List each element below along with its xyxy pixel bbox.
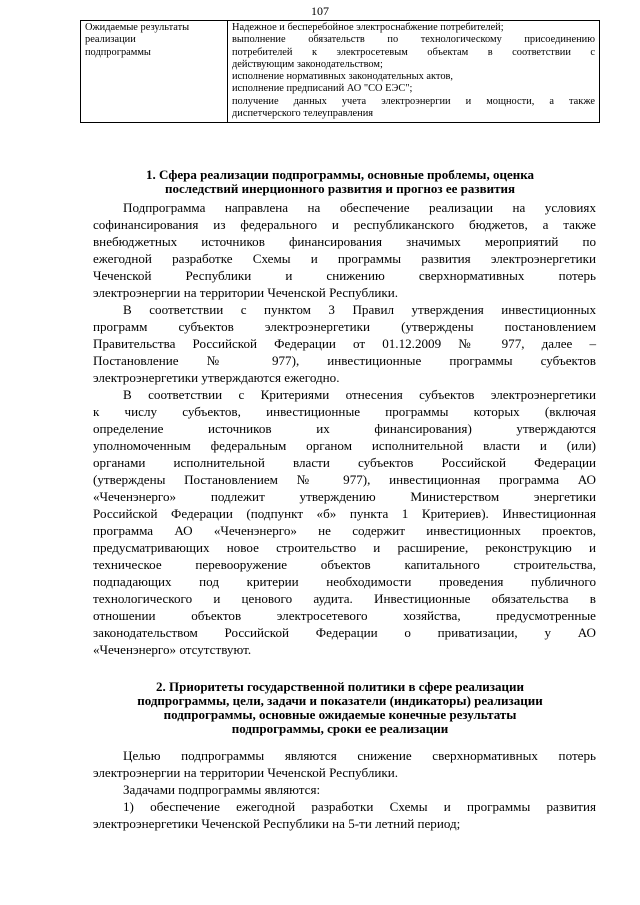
text-line: В соответствии с пунктом 3 Правил утверждения инвестиционных xyxy=(123,302,596,317)
text-line: ежегодной разработке Схемы и программы развития электроэнергетики xyxy=(93,251,596,266)
text-line: Правительства Российской Федерации от 01.12.2009 № 977, далее – xyxy=(93,336,596,351)
text-line: «Чеченэнерго» отсутствуют. xyxy=(93,642,252,657)
value-line: Надежное и бесперебойное электроснабжение потребителей; xyxy=(232,22,504,33)
text-line: электроэнергетики утверждаются ежегодно. xyxy=(93,370,340,385)
text-line: органами исполнительной власти субъектов Российской Федерации xyxy=(93,455,596,470)
text-line: уполномоченным федеральным органом исполнительной власти и (или) xyxy=(93,438,596,453)
value-line: получение данных учета электроэнергии и мощности, а также xyxy=(232,95,595,107)
heading-line: 2. Приоритеты государственной политики в сфере реализации xyxy=(155,679,524,694)
text-line: Постановление № 977), инвестиционные программы субъектов xyxy=(93,353,596,368)
label-line: Ожидаемые результаты xyxy=(85,22,190,33)
text-line: Российской Федерации (подпункт «б» пункта 1 Критериев). Инвестиционная xyxy=(93,506,596,521)
text-line: отношении объектов электросетевого хозяйства, предусмотренные xyxy=(93,608,596,623)
heading-line: 1. Сфера реализации подпрограммы, основные проблемы, оценка xyxy=(145,167,534,182)
heading-line: подпрограммы, основные ожидаемые конечные результаты xyxy=(163,707,517,722)
value-line: исполнение предписаний АО "СО ЕЭС"; xyxy=(232,83,413,95)
text-line: к числу субъектов, инвестиционные программы которых (включая xyxy=(93,404,596,419)
text-line: предусматривающих новое строительство и расширение, реконструкцию и xyxy=(93,540,596,555)
text-line: электроэнергии на территории Чеченской Республики. xyxy=(93,285,399,300)
value-line: исполнение нормативных законодательных актов, xyxy=(232,71,454,83)
text-line: внебюджетных источников финансирования значимых мероприятий по xyxy=(93,234,596,249)
text-line: Задачами подпрограммы являются: xyxy=(123,782,321,797)
text-line: технологического и ценового аудита. Инвестиционные обязательства в xyxy=(93,591,596,606)
text-line: (утверждены Постановлением № 977), инвестиционная программа АО xyxy=(93,472,596,487)
section-1-heading xyxy=(95,168,585,196)
text-line: законодательством Российской Федерации о приватизации, у АО xyxy=(93,625,596,640)
text-line: «Чеченэнерго» подлежит утверждению Министерством энергетики xyxy=(93,489,596,504)
table-label-cell xyxy=(81,21,228,123)
text-line: В соответствии с Критериями отнесения субъектов электроэнергетики xyxy=(123,387,596,402)
section-2-heading xyxy=(95,680,585,736)
text-line: Чеченской Республики и снижению сверхнормативных потерь xyxy=(93,268,596,283)
heading-line: последствий инерционного развития и прогноз ее развития xyxy=(164,181,516,196)
text-line: техническое перевооружение объектов капитального строительства, xyxy=(93,557,596,572)
text-line: Подпрограмма направлена на обеспечение реализации на условиях xyxy=(123,200,596,215)
text-line: программ субъектов электроэнергетики (утверждены постановлением xyxy=(93,319,596,334)
heading-line: подпрограммы, сроки ее реализации xyxy=(231,721,449,736)
section-1-body xyxy=(93,199,596,658)
text-line: 1) обеспечение ежегодной разработки Схемы и программы развития xyxy=(123,799,596,814)
value-line: потребителей к электросетевым объектам в соответствии с xyxy=(232,46,595,58)
text-line: подпадающих под критерии необходимости проведения публичного xyxy=(93,574,596,589)
text-line: софинансирования из федерального и республиканского бюджетов, а также xyxy=(93,217,596,232)
label-line: подпрограммы xyxy=(85,46,151,58)
text-line: Целью подпрограммы являются снижение сверхнормативных потерь xyxy=(123,748,596,763)
text-line: программа АО «Чеченэнерго» не содержит инвестиционных проектов, xyxy=(93,523,596,538)
value-line: диспетчерского телеуправления xyxy=(232,108,374,120)
section-2-body xyxy=(93,747,596,832)
label-line: реализации xyxy=(85,34,136,46)
table-value-cell xyxy=(228,21,600,123)
summary-table xyxy=(80,20,600,123)
value-line: выполнение обязательств по технологическому присоединению xyxy=(232,34,595,46)
text-line: электроэнергии на территории Чеченской Республики. xyxy=(93,765,399,780)
heading-line: подпрограммы, цели, задачи и показатели (индикаторы) реализации xyxy=(137,693,543,708)
table-row xyxy=(81,21,600,123)
text-line: электроэнергетики Чеченской Республики на 5-ти летний период; xyxy=(93,816,461,831)
value-line: действующим законодательством; xyxy=(232,58,383,70)
page-number: 107 xyxy=(311,4,329,18)
text-line: определение источников их финансирования) утверждаются xyxy=(93,421,596,436)
